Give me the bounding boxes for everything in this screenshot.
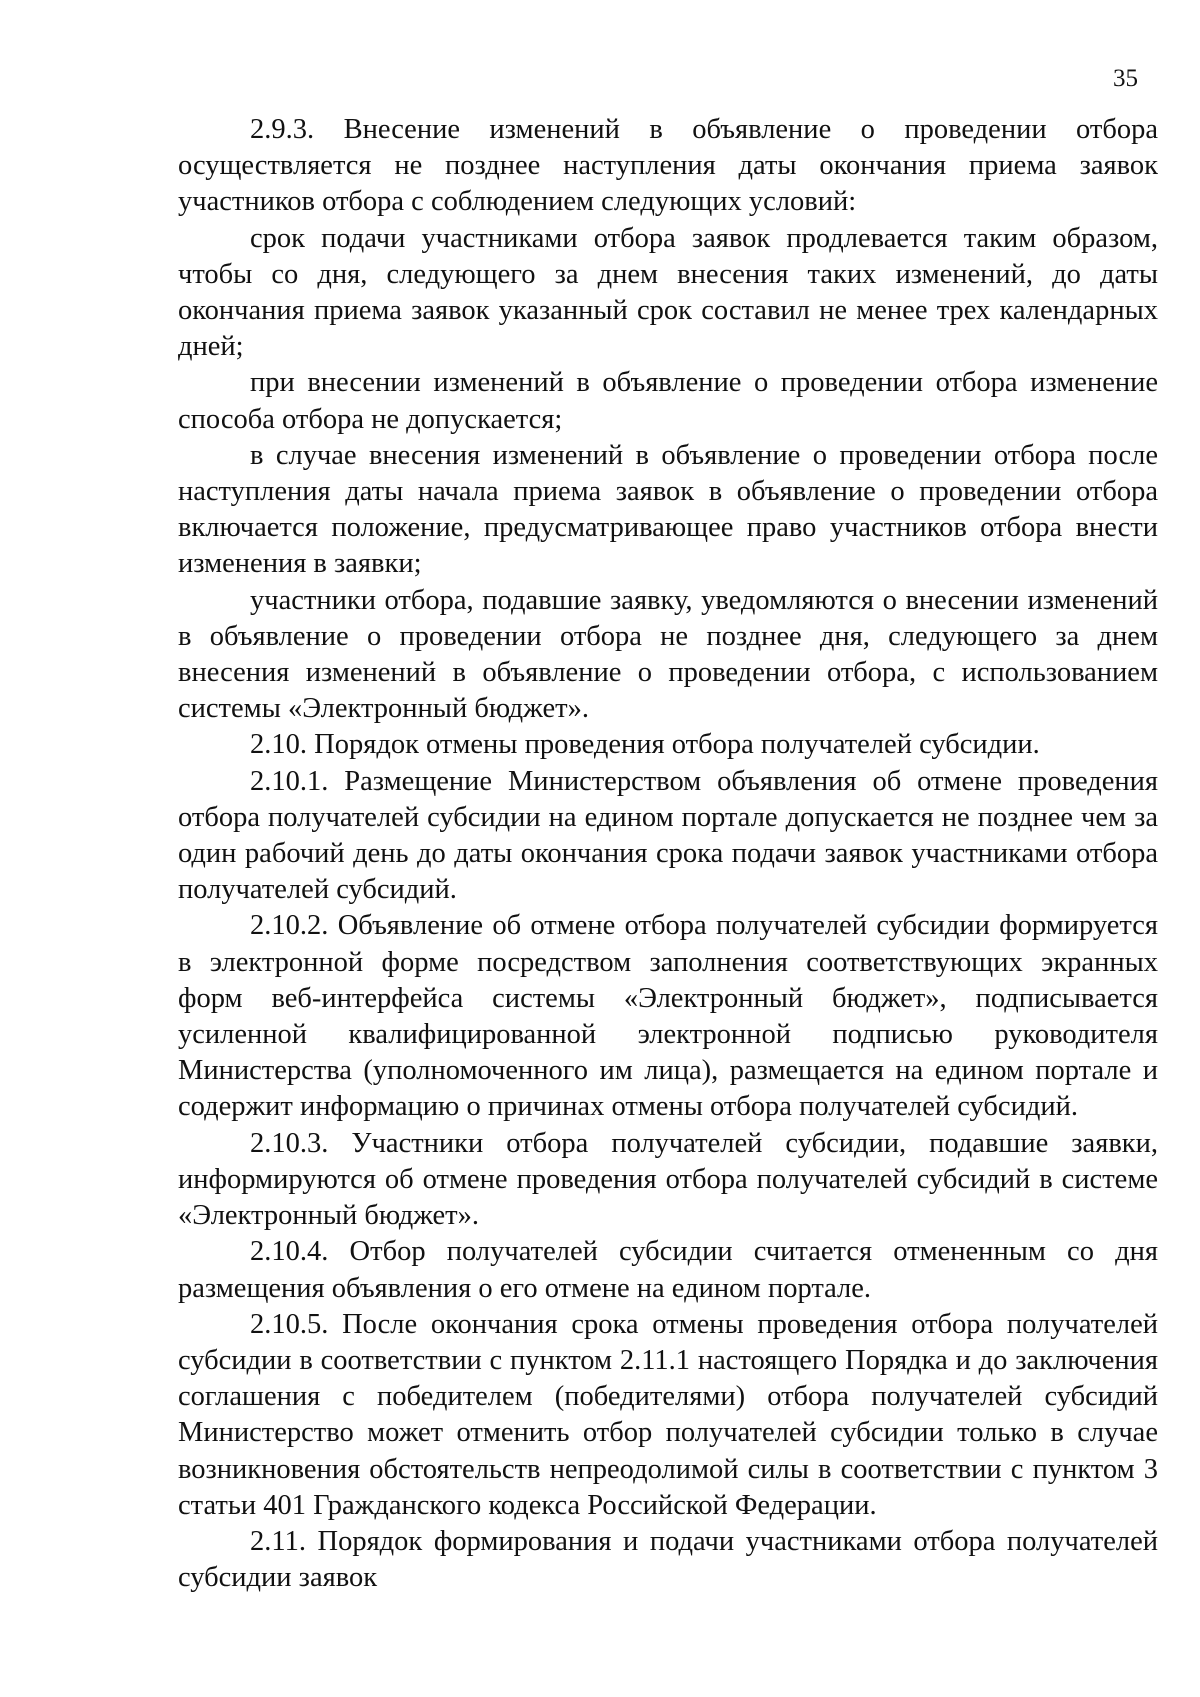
document-body xyxy=(178,112,1158,1596)
paragraph-condition-deadline: срок подачи участниками отбора заявок продлевается таким образом, чтобы со дня, следующего за днем внесения таких изменений, до даты окончания приема заявок указанный срок составил не менее трех календарных дней; xyxy=(178,222,1158,363)
paragraph-2-10: 2.10. Порядок отмены проведения отбора получателей субсидии. xyxy=(250,729,1040,761)
paragraph-2-10-2: 2.10.2. Объявление об отмене отбора получателей субсидии формируется в электронной форме посредством заполнения соответствующих экранных форм веб-интерфейса системы «Электронный бюджет», подписывается усиленной квалифицированной электронной подписью руководителя Министерства (уполномоченного им лица), размещается на едином портале и содержит информацию о причинах отмены отбора получателей субсидий. xyxy=(178,910,1158,1123)
paragraph-2-9-3: 2.9.3. Внесение изменений в объявление о проведении отбора осуществляется не позднее наступления даты окончания приема заявок участников отбора с соблюдением следующих условий: xyxy=(178,114,1158,218)
paragraph-2-10-5: 2.10.5. После окончания срока отмены проведения отбора получателей субсидии в соответствии с пунктом 2.11.1 настоящего Порядка и до заключения соглашения с победителем (победителями) отбора получателей субсидий Министерство может отменить отбор получателей субсидии только в случае возникновения обстоятельств непреодолимой силы в соответствии с пунктом 3 статьи 401 Гражданского кодекса Российской Федерации. xyxy=(178,1308,1158,1521)
paragraph-condition-applications: в случае внесения изменений в объявление о проведении отбора после наступления даты начала приема заявок в объявление о проведении отбора включается положение, предусматривающее право участников отбора внести изменения в заявки; xyxy=(178,439,1158,580)
paragraph-2-11: 2.11. Порядок формирования и подачи участниками отбора получателей субсидии заявок xyxy=(178,1525,1158,1594)
paragraph-condition-method: при внесении изменений в объявление о проведении отбора изменение способа отбора не допускается; xyxy=(178,367,1158,435)
paragraph-2-10-3: 2.10.3. Участники отбора получателей субсидии, подавшие заявки, информируются об отмене проведения отбора получателей субсидий в системе «Электронный бюджет». xyxy=(178,1127,1158,1232)
paragraph-2-10-1: 2.10.1. Размещение Министерством объявления об отмене проведения отбора получателей субсидии на едином портале допускается не позднее чем за один рабочий день до даты окончания срока подачи заявок участниками отбора получателей субсидий. xyxy=(178,765,1158,906)
paragraph-2-10-4: 2.10.4. Отбор получателей субсидии считается отмененным со дня размещения объявления о его отмене на едином портале. xyxy=(178,1236,1158,1304)
paragraph-condition-notification: участники отбора, подавшие заявку, уведомляются о внесении изменений в объявление о проведении отбора не позднее дня, следующего за днем внесения изменений в объявление о проведении отбора, с использованием системы «Электронный бюджет». xyxy=(178,584,1158,725)
page-number: 35 xyxy=(1113,65,1138,92)
